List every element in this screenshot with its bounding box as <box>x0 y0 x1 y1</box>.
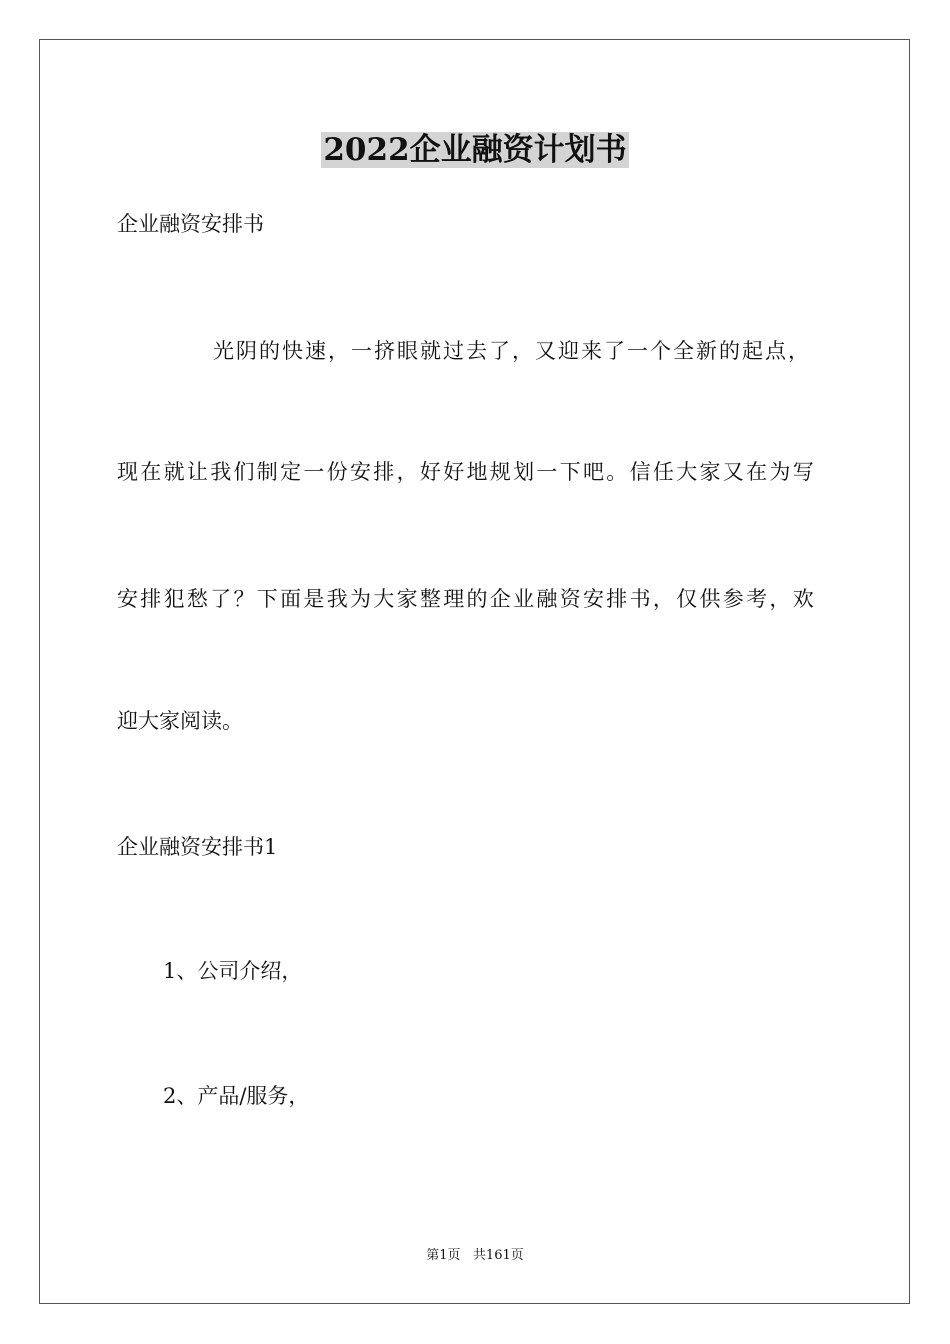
paragraph-line-4: 迎大家阅读。 <box>117 709 243 733</box>
subtitle-line: 企业融资安排书 <box>117 212 264 236</box>
paragraph-line-1: 光阴的快速，一挤眼就过去了，又迎来了一个全新的起点， <box>213 339 811 363</box>
page-footer: 第1页 共161页 <box>426 1248 524 1263</box>
section-heading: 企业融资安排书1 <box>117 835 278 859</box>
paragraph-line-3: 安排犯愁了？下面是我为大家整理的企业融资安排书，仅供参考，欢 <box>117 587 816 611</box>
document-title-text: 2022企业融资计划书 <box>323 132 627 168</box>
list-item-2: 2、产品/服务， <box>163 1084 310 1108</box>
list-item-1: 1、公司介绍， <box>163 959 303 983</box>
document-title <box>0 128 950 172</box>
paragraph-line-2: 现在就让我们制定一份安排，好好地规划一下吧。信任大家又在为写 <box>117 460 816 484</box>
